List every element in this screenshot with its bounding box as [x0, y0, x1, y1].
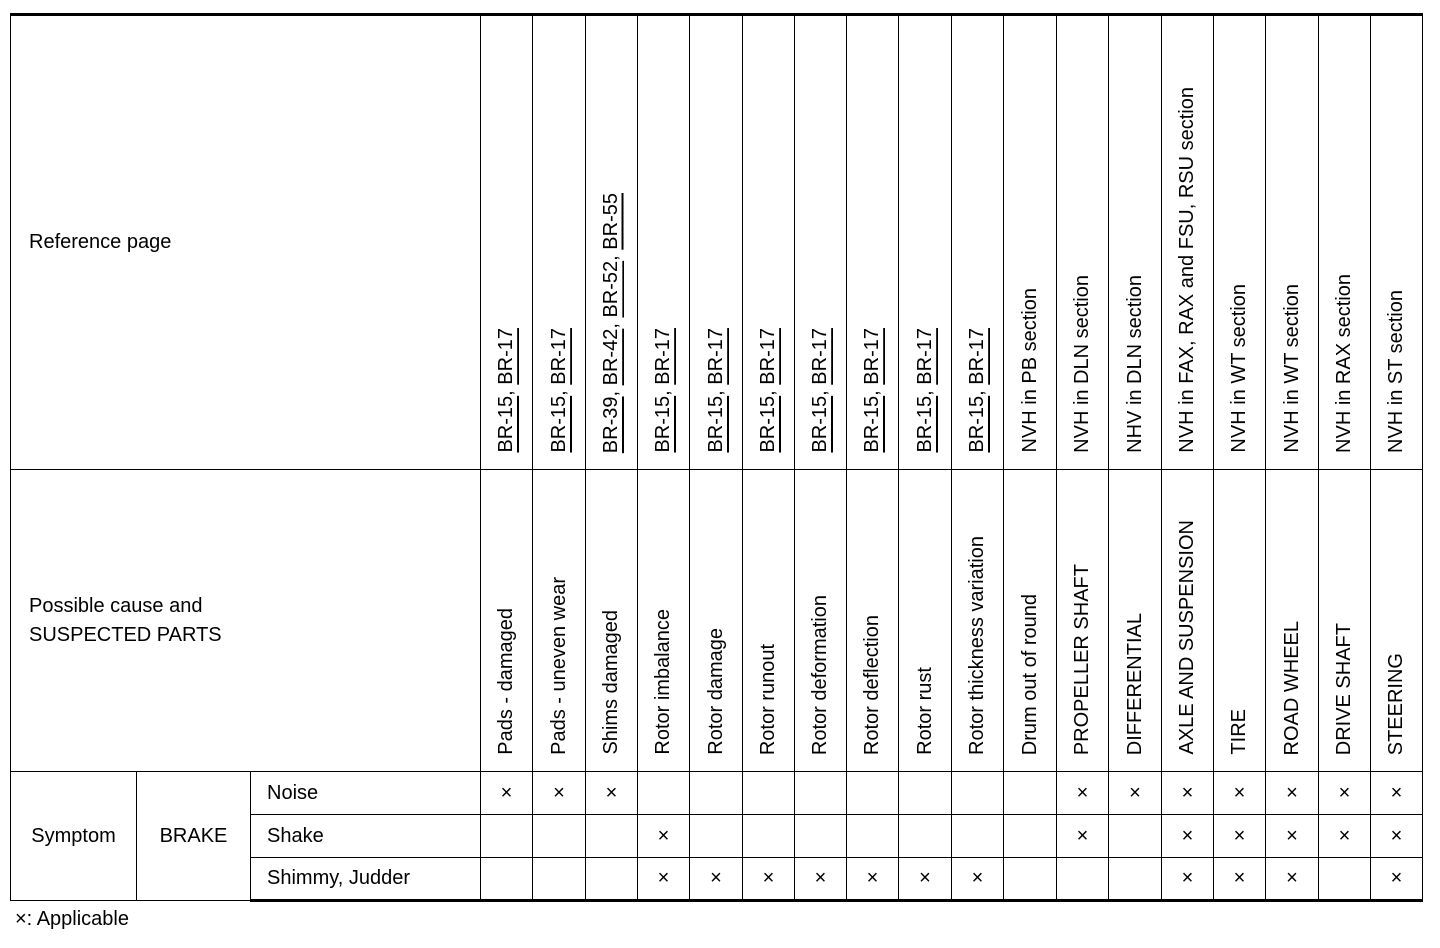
applicability-cell — [1214, 772, 1266, 815]
reference-text — [548, 328, 571, 453]
reference-separator: , — [600, 249, 622, 261]
reference-link[interactable]: BR-15 — [547, 396, 570, 453]
applicability-cell — [1162, 815, 1214, 858]
reference-text — [1228, 284, 1251, 453]
suspected-part-cell — [1214, 470, 1266, 772]
reference-link[interactable]: BR-17 — [913, 328, 936, 386]
applicable-mark: × — [1233, 867, 1246, 889]
reference-separator: NVH in ST section — [1385, 289, 1407, 453]
applicability-cell — [1109, 858, 1162, 901]
reference-cell — [1319, 15, 1371, 470]
suspected-part-label: STEERING — [1385, 652, 1407, 755]
reference-separator: NVH in FAX, RAX and FSU, RSU section — [1176, 87, 1198, 453]
applicability-cell — [638, 772, 690, 815]
reference-link[interactable]: BR-52 — [600, 260, 622, 318]
applicable-mark: × — [1338, 781, 1351, 804]
applicability-cell — [795, 815, 847, 858]
applicability-cell — [952, 815, 1004, 858]
applicability-cell — [743, 858, 795, 901]
reference-link[interactable]: BR-15 — [809, 396, 831, 453]
reference-separator: NVH in WT section — [1280, 284, 1303, 453]
suspected-part-cell — [1162, 470, 1214, 772]
reference-separator: , — [966, 385, 988, 397]
legend: ×: Applicable — [15, 908, 129, 930]
applicability-cell — [1004, 772, 1057, 815]
reference-link[interactable]: BR-17 — [861, 328, 883, 386]
applicability-cell — [533, 858, 586, 901]
reference-link[interactable]: BR-17 — [757, 328, 779, 386]
applicable-mark: × — [1233, 781, 1246, 804]
reference-separator: , — [861, 385, 883, 397]
suspected-part-label: Rotor rust — [913, 667, 936, 755]
applicable-mark: × — [762, 867, 775, 889]
reference-link[interactable]: BR-17 — [966, 328, 988, 386]
applicability-cell — [847, 772, 899, 815]
reference-text — [861, 328, 884, 453]
applicable-mark: × — [553, 781, 565, 804]
reference-link[interactable]: BR-15 — [652, 396, 674, 453]
reference-separator: , — [757, 385, 779, 397]
applicable-mark: × — [1390, 781, 1403, 804]
applicable-mark: × — [1181, 867, 1194, 889]
reference-cell — [899, 15, 952, 470]
reference-separator: NVH in PB section — [1018, 288, 1041, 453]
reference-link[interactable]: BR-42 — [600, 328, 622, 386]
applicability-cell — [481, 772, 533, 815]
applicability-cell — [1266, 815, 1319, 858]
reference-text — [809, 328, 832, 453]
reference-separator: , — [547, 385, 570, 397]
applicability-cell — [586, 858, 638, 901]
suspected-part-label: Pads - uneven wear — [547, 577, 570, 755]
applicable-mark: × — [971, 867, 984, 889]
applicable-mark: × — [866, 867, 879, 889]
reference-cell — [1266, 15, 1319, 470]
reference-cell — [533, 15, 586, 470]
applicable-mark: × — [814, 867, 827, 889]
reference-separator: NVH in DLN section — [1071, 275, 1093, 453]
suspected-parts-row — [11, 470, 1423, 772]
reference-text — [1333, 274, 1356, 453]
applicability-cell — [1214, 815, 1266, 858]
applicability-cell — [743, 772, 795, 815]
reference-text — [705, 328, 728, 453]
applicability-cell — [533, 772, 586, 815]
applicable-mark: × — [1286, 781, 1298, 804]
applicability-cell — [481, 858, 533, 901]
reference-separator: NVH in WT section — [1228, 284, 1250, 453]
applicability-cell — [1004, 858, 1057, 901]
suspected-part-cell — [795, 470, 847, 772]
suspected-part-label: Rotor thickness variation — [966, 536, 988, 755]
reference-cell — [481, 15, 533, 470]
reference-separator: , — [600, 317, 622, 329]
reference-separator: , — [704, 385, 727, 397]
applicable-mark: × — [1390, 824, 1403, 847]
applicability-cell — [1319, 772, 1371, 815]
applicable-mark: × — [1390, 867, 1403, 889]
suspected-part-cell — [533, 470, 586, 772]
reference-text — [495, 328, 518, 453]
applicability-cell — [1109, 815, 1162, 858]
reference-link[interactable]: BR-15 — [757, 396, 779, 453]
reference-separator: NHV in DLN section — [1123, 275, 1146, 453]
reference-text — [914, 328, 937, 453]
suspected-part-cell — [1266, 470, 1319, 772]
suspected-part-label: Shims damaged — [600, 610, 622, 755]
applicability-cell — [586, 815, 638, 858]
reference-separator: , — [600, 385, 622, 397]
reference-text — [1124, 275, 1147, 453]
applicable-mark: × — [657, 867, 670, 889]
applicability-cell — [1319, 815, 1371, 858]
applicability-cell — [690, 815, 743, 858]
applicability-cell — [586, 772, 638, 815]
reference-text — [652, 328, 675, 453]
reference-text — [966, 328, 989, 453]
nvh-troubleshooting-table — [10, 13, 1423, 902]
symptom-name: Noise — [251, 772, 481, 815]
reference-separator: , — [913, 385, 936, 397]
applicability-cell — [1109, 772, 1162, 815]
applicability-cell — [1057, 772, 1109, 815]
applicable-mark: × — [1286, 867, 1298, 889]
suspected-part-label: ROAD WHEEL — [1280, 620, 1303, 755]
suspected-part-cell — [1319, 470, 1371, 772]
applicability-cell — [899, 772, 952, 815]
reference-text — [1385, 290, 1408, 453]
symptom-name: Shake — [251, 815, 481, 858]
suspected-part-cell — [847, 470, 899, 772]
reference-text — [1176, 87, 1199, 453]
reference-cell — [690, 15, 743, 470]
reference-cell — [1004, 15, 1057, 470]
applicability-cell — [795, 858, 847, 901]
suspected-part-label: Rotor imbalance — [652, 609, 674, 755]
reference-cell — [847, 15, 899, 470]
symptom-label: Symptom — [11, 772, 137, 901]
suspected-part-cell — [1109, 470, 1162, 772]
applicable-mark: × — [1286, 824, 1298, 847]
reference-link[interactable]: BR-15 — [966, 396, 988, 453]
suspected-part-label: PROPELLER SHAFT — [1071, 563, 1093, 755]
applicability-cell — [1266, 858, 1319, 901]
applicability-cell — [1371, 858, 1423, 901]
applicable-mark: × — [1181, 824, 1194, 847]
applicable-mark: × — [1129, 781, 1141, 804]
suspected-part-label: AXLE AND SUSPENSION — [1176, 520, 1198, 755]
reference-cell — [1109, 15, 1162, 470]
applicable-mark: × — [1076, 781, 1089, 804]
reference-cell — [952, 15, 1004, 470]
applicability-cell — [638, 858, 690, 901]
suspected-part-cell — [1004, 470, 1057, 772]
applicable-mark: × — [710, 867, 722, 889]
applicable-mark: × — [500, 781, 513, 804]
reference-link[interactable]: BR-15 — [913, 396, 936, 453]
applicability-cell — [899, 815, 952, 858]
suspected-part-label: Pads - damaged — [495, 608, 517, 755]
applicable-mark: × — [605, 781, 618, 804]
reference-cell — [795, 15, 847, 470]
reference-link[interactable]: BR-17 — [809, 328, 831, 386]
applicability-cell — [1057, 858, 1109, 901]
applicability-cell — [1057, 815, 1109, 858]
reference-cell — [1214, 15, 1266, 470]
symptom-name: Shimmy, Judder — [251, 858, 481, 901]
reference-cell — [743, 15, 795, 470]
applicability-cell — [481, 815, 533, 858]
reference-cell — [1162, 15, 1214, 470]
reference-cell — [638, 15, 690, 470]
applicability-cell — [952, 772, 1004, 815]
reference-text — [600, 193, 623, 453]
brake-category-label: BRAKE — [137, 772, 251, 901]
applicability-cell — [1371, 772, 1423, 815]
reference-text — [757, 328, 780, 453]
reference-cell — [1371, 15, 1423, 470]
suspected-part-cell — [638, 470, 690, 772]
suspected-part-cell — [1057, 470, 1109, 772]
reference-link[interactable]: BR-17 — [652, 328, 674, 386]
applicability-cell — [1004, 815, 1057, 858]
suspected-part-label: DIFFERENTIAL — [1123, 612, 1146, 755]
suspected-part-cell — [899, 470, 952, 772]
symptom-row-noise — [11, 772, 1423, 815]
suspected-part-label: TIRE — [1228, 709, 1250, 755]
reference-separator: , — [495, 385, 517, 397]
applicable-mark: × — [1076, 824, 1089, 847]
applicability-cell — [1214, 858, 1266, 901]
suspected-part-cell — [1371, 470, 1423, 772]
suspected-part-label: Rotor deflection — [861, 614, 883, 755]
applicability-cell — [899, 858, 952, 901]
reference-link[interactable]: BR-17 — [704, 328, 727, 386]
applicability-cell — [690, 772, 743, 815]
suspected-part-cell — [743, 470, 795, 772]
reference-separator: , — [652, 385, 674, 397]
applicability-cell — [533, 815, 586, 858]
applicability-cell — [1371, 815, 1423, 858]
reference-link[interactable]: BR-39 — [600, 396, 622, 453]
suspected-part-cell — [690, 470, 743, 772]
applicability-cell — [1162, 858, 1214, 901]
reference-link[interactable]: BR-17 — [495, 328, 517, 386]
suspected-part-label: DRIVE SHAFT — [1333, 622, 1355, 755]
applicability-cell — [690, 858, 743, 901]
reference-separator: , — [809, 385, 831, 397]
reference-cell — [1057, 15, 1109, 470]
applicability-cell — [638, 815, 690, 858]
reference-link[interactable]: BR-55 — [600, 192, 622, 250]
applicability-cell — [1162, 772, 1214, 815]
reference-separator: NVH in RAX section — [1333, 274, 1355, 453]
suspected-part-cell — [586, 470, 638, 772]
applicability-cell — [795, 772, 847, 815]
applicable-mark: × — [1338, 824, 1351, 847]
applicability-cell — [1319, 858, 1371, 901]
applicable-mark: × — [1181, 781, 1194, 804]
suspected-part-label: Rotor runout — [757, 643, 779, 755]
reference-text — [1019, 288, 1042, 453]
reference-text — [1071, 275, 1094, 453]
reference-page-label: Reference page — [11, 15, 481, 470]
suspected-part-cell — [481, 470, 533, 772]
reference-link[interactable]: BR-15 — [861, 396, 883, 453]
applicability-cell — [743, 815, 795, 858]
applicability-cell — [847, 815, 899, 858]
suspected-part-label: Rotor damage — [704, 628, 727, 755]
applicable-mark: × — [1233, 824, 1246, 847]
suspected-part-label: Rotor deformation — [809, 594, 831, 755]
suspected-parts-label: Possible cause and SUSPECTED PARTS — [11, 470, 481, 772]
reference-link[interactable]: BR-17 — [547, 328, 570, 386]
applicability-cell — [847, 858, 899, 901]
applicable-mark: × — [919, 867, 931, 889]
reference-link[interactable]: BR-15 — [495, 396, 517, 453]
applicability-cell — [952, 858, 1004, 901]
reference-link[interactable]: BR-15 — [704, 396, 727, 453]
applicable-mark: × — [657, 824, 670, 847]
suspected-part-label: Drum out of round — [1018, 593, 1041, 755]
reference-page-row — [11, 15, 1423, 470]
reference-text — [1281, 284, 1304, 453]
applicability-cell — [1266, 772, 1319, 815]
reference-cell — [586, 15, 638, 470]
suspected-part-cell — [952, 470, 1004, 772]
